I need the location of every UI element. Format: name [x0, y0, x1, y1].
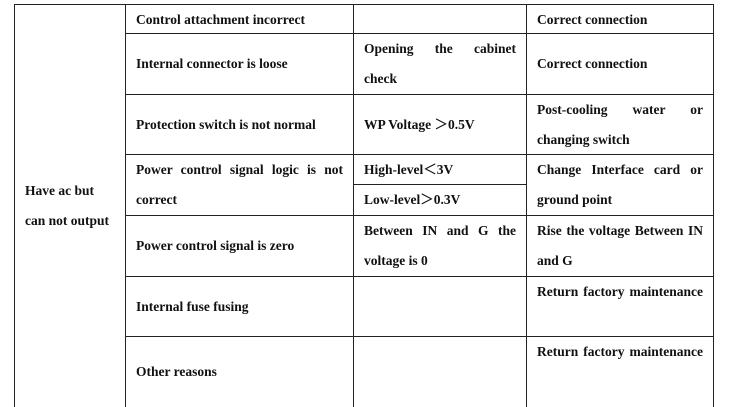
solution-text: Post-cooling water or changing switch [537, 102, 703, 147]
method-text: Low-level＞0.3V [364, 192, 461, 207]
symptom-cell [126, 337, 354, 407]
method-cell [354, 4, 527, 34]
solution-text: Correct connection [537, 12, 648, 27]
method-cell [354, 277, 527, 337]
symptom-text: Internal fuse fusing [136, 298, 249, 314]
symptom-text: Power control signal logic is not correct [136, 162, 343, 207]
symptom-cell [126, 34, 354, 95]
solution-text: Rise the voltage Between IN and G [537, 223, 703, 268]
category-cell [14, 4, 126, 407]
symptom-text: Internal connector is loose [136, 56, 288, 71]
solution-cell [527, 34, 714, 95]
solution-text: Change Interface card or ground point [537, 162, 703, 207]
method-text: WP Voltage ＞0.5V [364, 116, 475, 132]
symptom-cell [126, 277, 354, 337]
solution-cell [527, 216, 714, 277]
method-cell-lower [354, 185, 527, 216]
method-text: Opening the cabinet check [364, 41, 516, 86]
symptom-text: Other reasons [136, 364, 217, 379]
method-cell [354, 34, 527, 95]
symptom-text: Control attachment incorrect [136, 12, 305, 27]
method-text: High-level＜3V [364, 162, 454, 177]
symptom-text: Protection switch is not normal [136, 116, 316, 132]
method-cell [354, 337, 527, 407]
method-cell-upper [354, 155, 527, 185]
solution-cell [527, 4, 714, 34]
solution-text: Correct connection [537, 56, 648, 71]
symptom-cell [126, 95, 354, 155]
method-text: Between IN and G the voltage is 0 [364, 223, 516, 268]
symptom-cell [126, 155, 354, 216]
solution-cell [527, 155, 714, 216]
category-label: Have ac but can not output [25, 183, 110, 228]
solution-text: Return factory maintenance [537, 284, 703, 299]
symptom-cell [126, 4, 354, 34]
solution-cell [527, 95, 714, 155]
solution-cell [527, 277, 714, 337]
symptom-text: Power control signal is zero [136, 238, 295, 253]
method-cell [354, 95, 527, 155]
solution-text: Return factory maintenance [537, 344, 703, 359]
symptom-cell [126, 216, 354, 277]
solution-cell [527, 337, 714, 407]
method-cell [354, 216, 527, 277]
